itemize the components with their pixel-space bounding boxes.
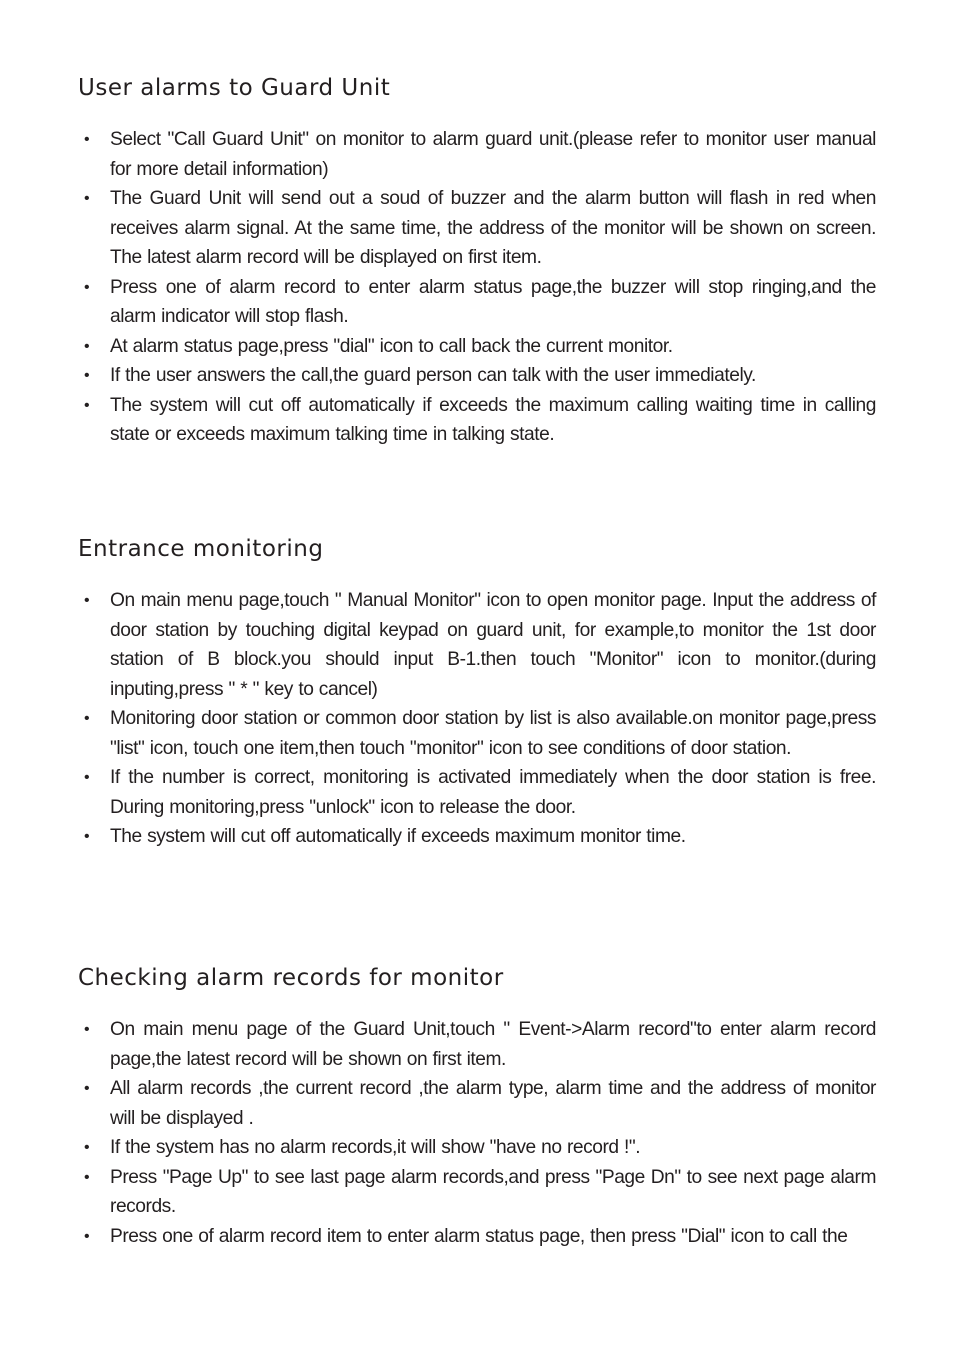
list-item: • Select "Call Guard Unit" on monitor to alarm guard unit.(please refer to monitor user manual for more detail information) [78,125,876,184]
list-item: • If the user answers the call,the guard person can talk with the user immediately. [78,361,876,391]
list-item: • At alarm status page,press "dial" icon to call back the current monitor. [78,332,876,362]
list-item: • The system will cut off automatically if exceeds the maximum calling waiting time in calling state or exceeds maximum talking time in talking state. [78,391,876,450]
section-heading: User alarms to Guard Unit [78,75,391,101]
list-item: • On main menu page of the Guard Unit,touch " Event->Alarm record"to enter alarm record page,the latest record will be shown on first item. [78,1015,876,1074]
bullet-list [78,586,876,852]
bullet-icon: • [84,367,90,384]
bullet-icon: • [84,337,90,355]
bullet-icon: • [84,278,90,296]
section-user-alarms [78,73,876,445]
section-heading: Checking alarm records for monitor [78,965,504,991]
bullet-icon: • [84,131,90,148]
list-item: • Monitoring door station or common door station by list is also available.on monitor page,press "list" icon, touch one item,then touch "monitor" icon to see conditions of door station. [78,704,876,763]
list-item: • All alarm records ,the current record ,the alarm type, alarm time and the address of monitor will be displayed . [78,1074,876,1133]
bullet-list [78,1015,876,1251]
bullet-icon: • [84,769,90,786]
bullet-icon: • [84,190,90,207]
bullet-icon: • [84,396,90,414]
bullet-icon: • [84,1021,90,1038]
list-item: • Press "Page Up" to see last page alarm records,and press "Page Dn" to see next page alarm records. [78,1163,876,1222]
list-item: • The Guard Unit will send out a soud of buzzer and the alarm button will flash in red when receives alarm signal. At the same time, the address of the monitor will be shown on screen. The latest alarm record will be displayed on first item. [78,184,876,273]
list-item: • If the number is correct, monitoring is activated immediately when the door station is free. During monitoring,press "unlock" icon to release the door. [78,763,876,822]
bullet-icon: • [84,1168,90,1186]
list-item: • On main menu page,touch " Manual Monitor" icon to open monitor page. Input the address of door station by touching digital keypad on guard unit, for example,to monitor the 1st door station of B block.you should input B-1.then touch "Monitor" icon to monitor.(during inputing,press " * " key to cancel) [78,586,876,704]
bullet-icon: • [84,1080,90,1097]
section-alarm-records [78,963,876,1247]
bullet-icon: • [84,592,90,609]
bullet-icon: • [84,710,90,727]
list-item: • Press one of alarm record to enter alarm status page,the buzzer will stop ringing,and the alarm indicator will stop flash. [78,273,876,332]
bullet-icon: • [84,1139,90,1156]
list-item: • The system will cut off automatically if exceeds maximum monitor time. [78,822,876,852]
bullet-icon: • [84,1227,90,1245]
list-item: • If the system has no alarm records,it will show "have no record !". [78,1133,876,1163]
bullet-icon: • [84,828,90,845]
list-item: • Press one of alarm record item to enter alarm status page, then press "Dial" icon to call the [78,1222,876,1252]
bullet-list [78,125,876,450]
section-entrance-monitoring [78,534,876,847]
section-heading: Entrance monitoring [78,536,324,562]
